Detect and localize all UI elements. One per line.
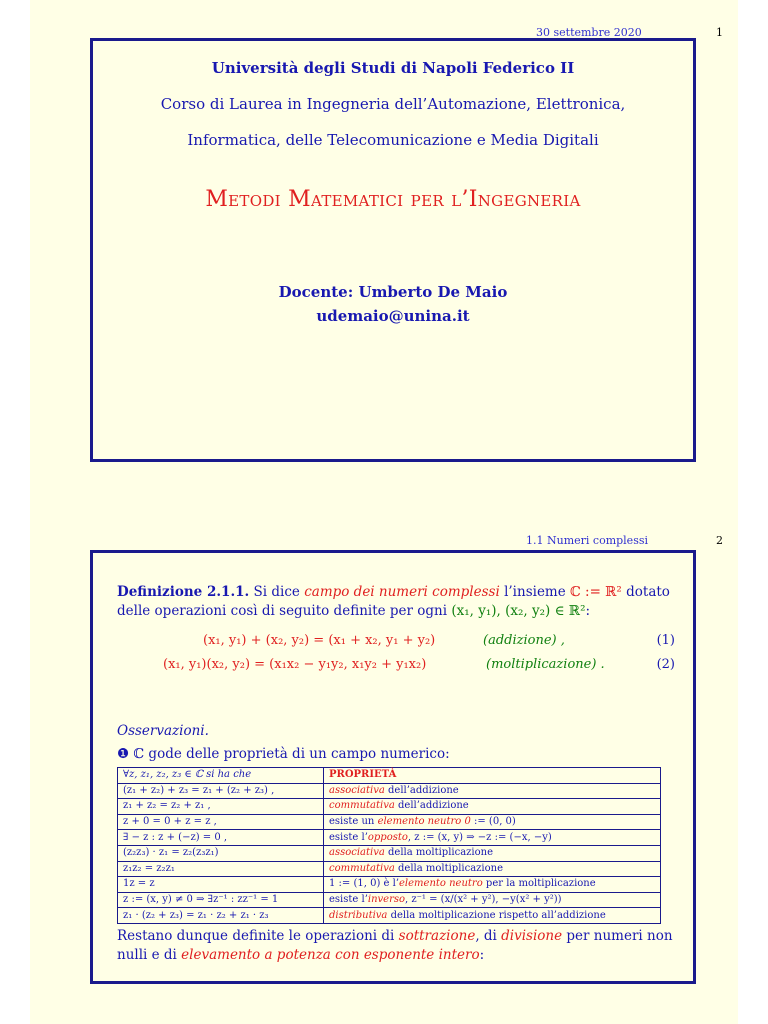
definition-set: ℂ := ℝ² — [570, 584, 627, 600]
page-number: 2 — [716, 534, 723, 547]
title-frame — [90, 38, 696, 462]
field-properties-table — [117, 767, 661, 924]
table-row — [118, 908, 661, 924]
definition-label: Definizione 2.1.1. — [117, 584, 250, 600]
course-title: Metodi Matematici per l’Ingegneria — [205, 187, 581, 212]
equation-number: (2) — [656, 657, 675, 672]
observation-1: ❶ ℂ gode delle proprietà di un campo numerico: — [117, 746, 450, 762]
table-cell: 1z = z — [118, 877, 324, 893]
table-cell: distributiva della moltiplicazione rispetto all’addizione — [324, 908, 661, 924]
table-cell: z₁ + z₂ = z₂ + z₁ , — [118, 799, 324, 815]
table-cell: associativa della moltiplicazione — [324, 845, 661, 861]
table-row — [118, 799, 661, 815]
table-header-left: ∀z, z₁, z₂, z₃ ∈ ℂ si ha che — [118, 768, 324, 784]
table-cell: z + 0 = 0 + z = z , — [118, 814, 324, 830]
table-header-right: PROPRIETÀ — [324, 768, 661, 784]
table-cell: (z₂z₃) · z₁ = z₂(z₃z₁) — [118, 845, 324, 861]
equation-formula: (x₁, y₁) + (x₂, y₂) = (x₁ + x₂, y₁ + y₂) — [203, 633, 436, 648]
table-cell: associativa dell’addizione — [324, 783, 661, 799]
equation-name: (moltiplicazione) . — [486, 657, 605, 672]
content-frame — [90, 550, 696, 984]
table-row — [118, 877, 661, 893]
concluding-paragraph: Restano dunque definite le operazioni di sottrazione, di divisione per numeri non nulli e di elevamento a potenza con esponente intero: — [117, 928, 673, 963]
equation-number: (1) — [656, 633, 675, 648]
table-row — [118, 783, 661, 799]
slide-page-2 — [30, 512, 738, 1024]
table-cell: z₁ · (z₂ + z₃) = z₁ · z₂ + z₁ · z₃ — [118, 908, 324, 924]
table-cell: 1 := (1, 0) è l’elemento neutro per la moltiplicazione — [324, 877, 661, 893]
table-cell: ∃ − z : z + (−z) = 0 , — [118, 830, 324, 846]
table-row — [118, 892, 661, 908]
slide-page-1 — [30, 0, 738, 512]
course-line-1: Corso di Laurea in Ingegneria dell’Automazione, Elettronica, — [160, 95, 626, 113]
table-row — [118, 814, 661, 830]
definition-text: l’insieme — [499, 584, 571, 600]
definition-pairs: (x₁, y₁), (x₂, y₂) ∈ ℝ² — [451, 603, 586, 619]
table-row — [118, 861, 661, 877]
observations-heading: Osservazioni. — [117, 723, 209, 739]
table-cell: commutativa dell’addizione — [324, 799, 661, 815]
table-row — [118, 830, 661, 846]
teacher-email: udemaio@unina.it — [316, 307, 470, 325]
table-cell: esiste l’inverso, z⁻¹ = (x/(x² + y²), −y(x² + y²)) — [324, 892, 661, 908]
table-cell: esiste l’opposto, z := (x, y) ⇒ −z := (−x, −y) — [324, 830, 661, 846]
table-cell: (z₁ + z₂) + z₃ = z₁ + (z₂ + z₃) , — [118, 783, 324, 799]
definition-text: : — [585, 603, 591, 619]
table-header-row — [118, 768, 661, 784]
page-number: 1 — [716, 26, 723, 39]
table-cell: z := (x, y) ≠ 0 ⇒ ∃z⁻¹ : zz⁻¹ = 1 — [118, 892, 324, 908]
table-cell: esiste un elemento neutro 0 := (0, 0) — [324, 814, 661, 830]
definition-term: campo dei numeri complessi — [304, 584, 500, 600]
definition-text: dotato delle operazioni così di seguito definite per ogni — [117, 584, 670, 619]
definition-text: Si dice — [249, 584, 305, 600]
table-row — [118, 845, 661, 861]
teacher-name: Docente: Umberto De Maio — [278, 283, 508, 301]
university-name: Università degli Studi di Napoli Federico II — [211, 59, 575, 77]
equation-formula: (x₁, y₁)(x₂, y₂) = (x₁x₂ − y₁y₂, x₁y₂ + y₁x₂) — [163, 657, 427, 672]
definition-paragraph — [117, 583, 677, 621]
running-head-section: 1.1 Numeri complessi — [526, 534, 649, 547]
table-cell: z₁z₂ = z₂z₁ — [118, 861, 324, 877]
running-head-date: 30 settembre 2020 — [536, 26, 642, 39]
table-cell: commutativa della moltiplicazione — [324, 861, 661, 877]
equation-name: (addizione) , — [483, 633, 565, 648]
course-line-2: Informatica, delle Telecomunicazione e Media Digitali — [187, 131, 599, 149]
